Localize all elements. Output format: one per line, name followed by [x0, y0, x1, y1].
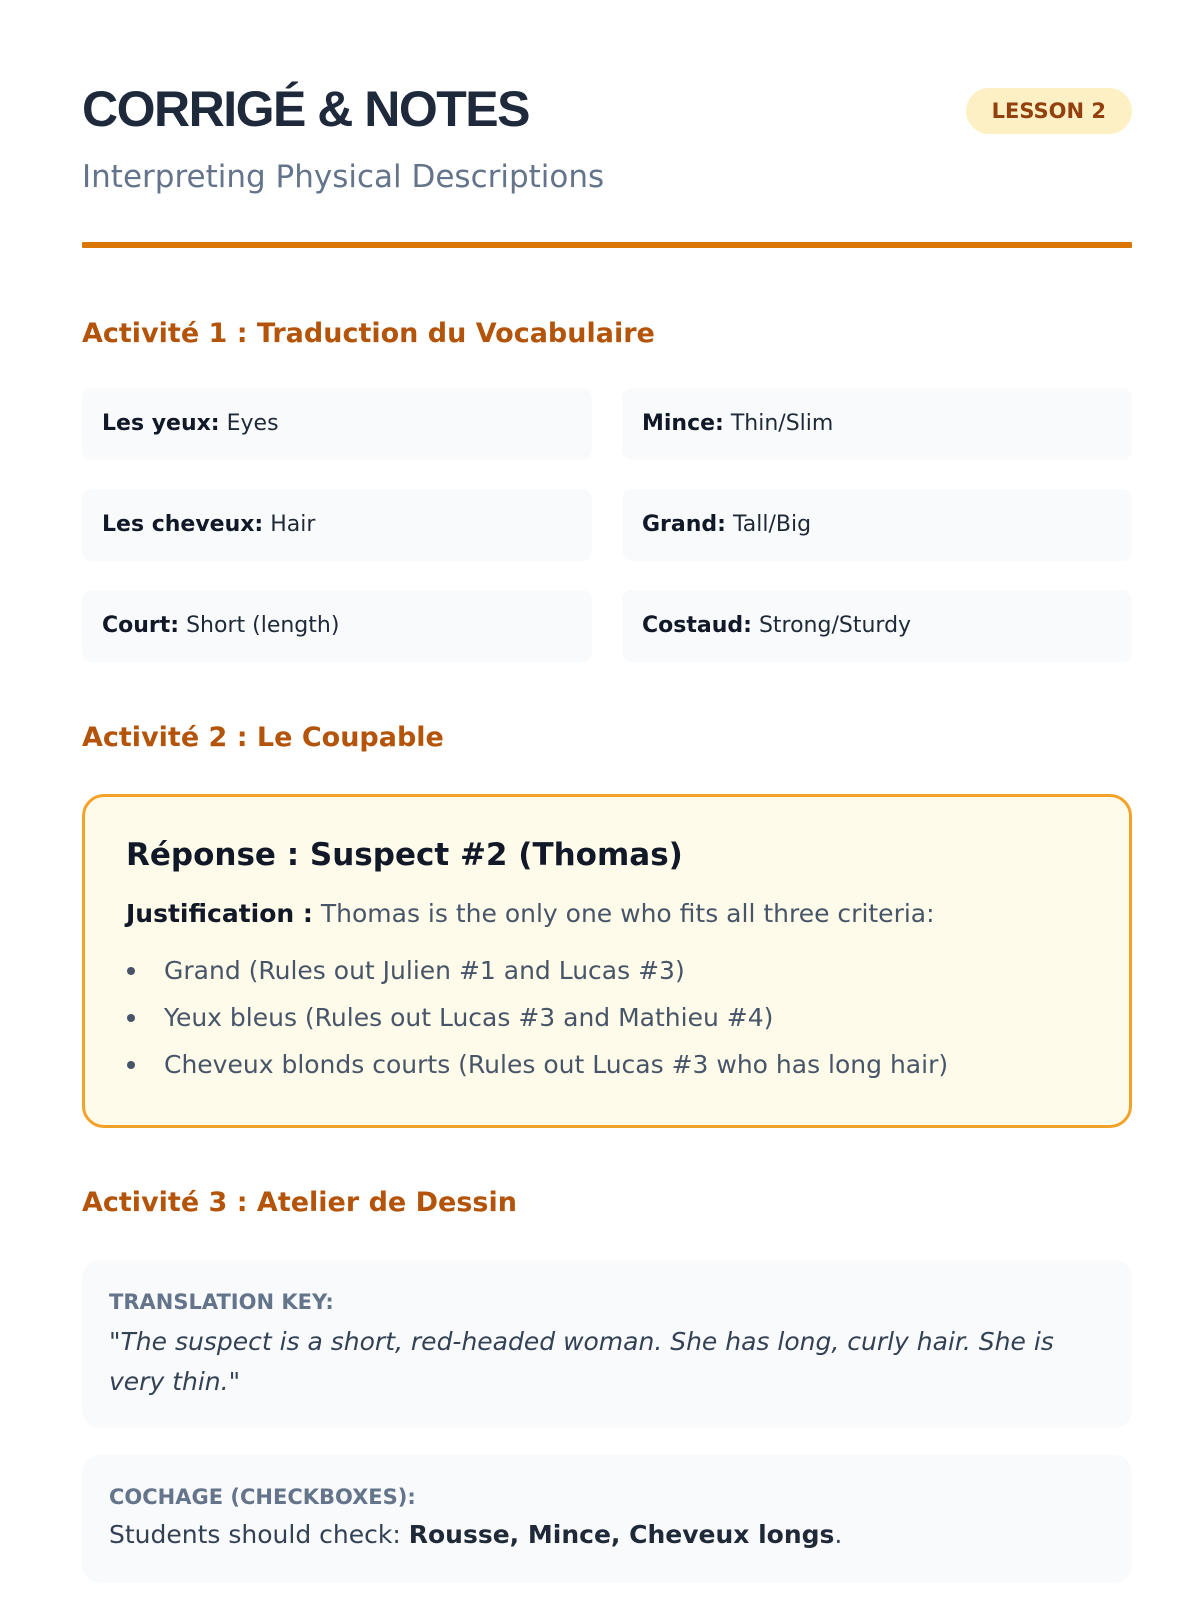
criteria-text: Yeux bleus (Rules out Lucas #3 and Mathieu #4) — [164, 1003, 774, 1032]
criteria-text: Cheveux blonds courts (Rules out Lucas #3 who has long hair) — [164, 1050, 949, 1079]
bullet-icon — [127, 1014, 135, 1022]
vocab-translation: Short (length) — [186, 613, 340, 638]
checkboxes-prefix: Students should check: — [109, 1520, 401, 1549]
vocab-card — [82, 388, 592, 460]
header-divider — [82, 242, 1132, 248]
criteria-item — [126, 994, 948, 1041]
criteria-item — [126, 1041, 948, 1088]
bullet-icon — [127, 1061, 135, 1069]
vocab-translation: Eyes — [226, 411, 279, 436]
vocab-card — [82, 590, 592, 662]
vocab-term: Costaud: — [642, 613, 752, 638]
checkboxes-answer-line — [109, 1517, 842, 1553]
activity-3-title: Activité 3 : Atelier de Dessin — [82, 1187, 517, 1218]
bullet-icon — [127, 967, 135, 975]
lesson-badge: LESSON 2 — [966, 88, 1132, 134]
translation-key-text: "The suspect is a short, red-headed woman. She has long, curly hair. She is very thin." — [109, 1327, 1054, 1396]
justification — [126, 897, 935, 931]
checkboxes-label: COCHAGE (CHECKBOXES): — [109, 1485, 416, 1509]
activity-2-title: Activité 2 : Le Coupable — [82, 722, 444, 753]
vocab-translation: Strong/Sturdy — [758, 613, 912, 638]
criteria-item — [126, 947, 948, 994]
vocab-term: Mince: — [642, 411, 724, 436]
vocab-term: Les yeux: — [102, 411, 220, 436]
vocab-card — [622, 590, 1132, 662]
page-subtitle: Interpreting Physical Descriptions — [82, 159, 605, 195]
translation-key-panel — [82, 1260, 1132, 1428]
vocab-translation: Thin/Slim — [730, 411, 834, 436]
vocab-card — [622, 388, 1132, 460]
justification-label: Justification : — [126, 899, 313, 928]
answer-box — [82, 794, 1132, 1128]
checkboxes-panel — [82, 1455, 1132, 1583]
activity-1-title: Activité 1 : Traduction du Vocabulaire — [82, 318, 655, 349]
vocab-term: Les cheveux: — [102, 512, 264, 537]
criteria-text: Grand (Rules out Julien #1 and Lucas #3) — [164, 956, 685, 985]
checkboxes-answer: Rousse, Mince, Cheveux longs — [408, 1520, 835, 1549]
justification-text: Thomas is the only one who fits all three criteria: — [320, 899, 935, 928]
translation-key-label: TRANSLATION KEY: — [109, 1290, 334, 1314]
vocab-term: Grand: — [642, 512, 726, 537]
checkboxes-suffix: . — [834, 1520, 843, 1549]
criteria-list — [126, 947, 948, 1088]
vocab-card — [82, 489, 592, 561]
page-title: CORRIGÉ & NOTES — [82, 81, 529, 137]
vocab-translation: Tall/Big — [732, 512, 812, 537]
vocab-card — [622, 489, 1132, 561]
vocab-translation: Hair — [270, 512, 316, 537]
answer-title: Réponse : Suspect #2 (Thomas) — [126, 837, 683, 873]
vocab-term: Court: — [102, 613, 180, 638]
